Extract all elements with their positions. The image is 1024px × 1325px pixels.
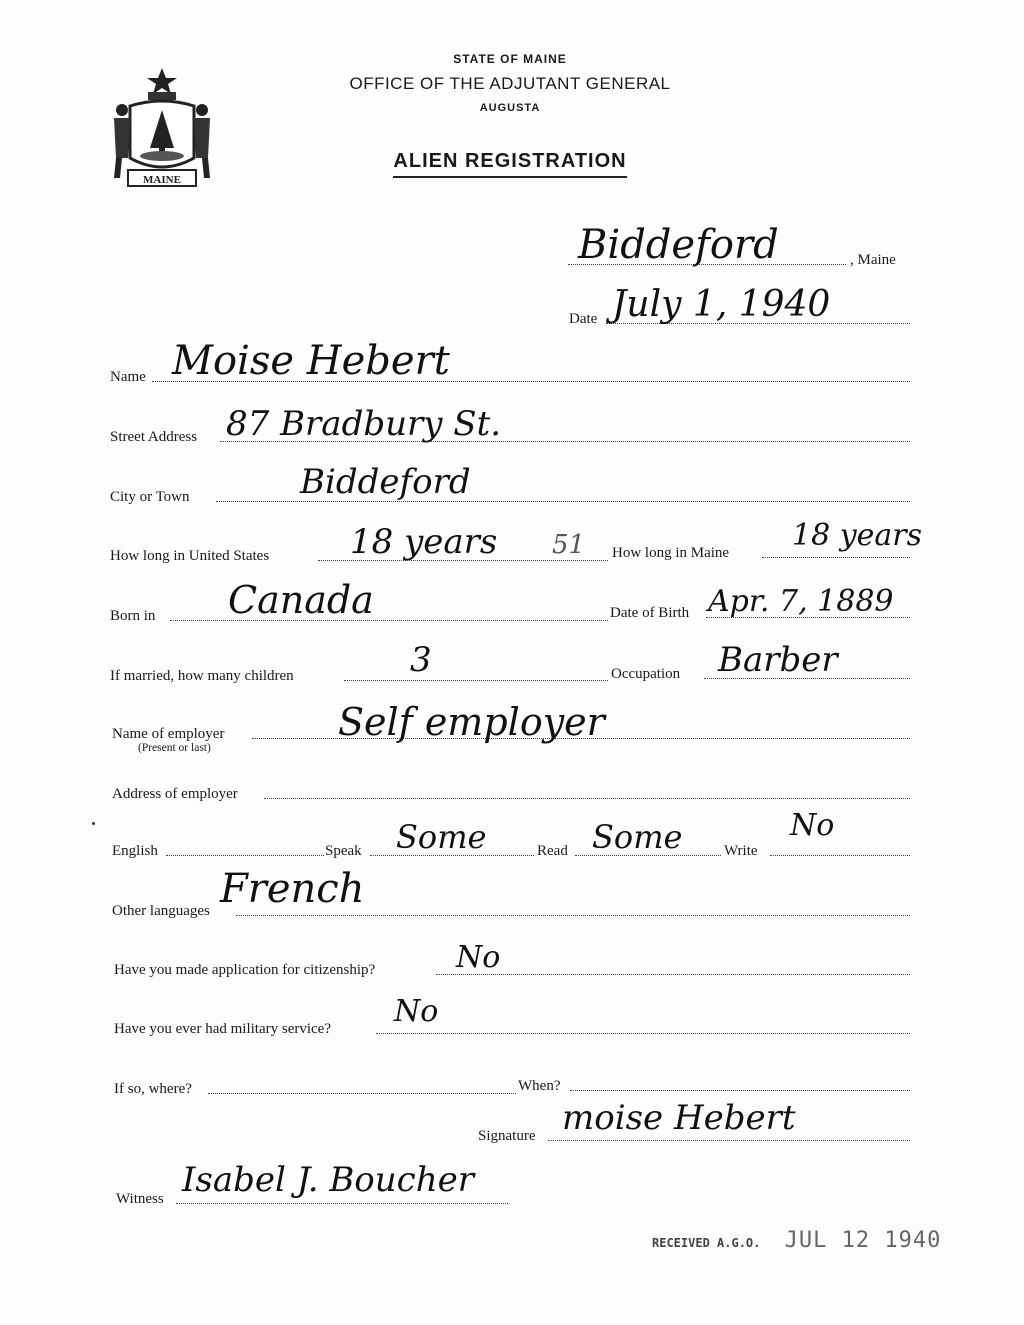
other-languages-line xyxy=(236,915,910,916)
witness-line xyxy=(176,1203,508,1204)
paper-speck xyxy=(92,822,95,825)
form-title: ALIEN REGISTRATION xyxy=(393,150,626,178)
children-label: If married, how many children xyxy=(110,668,294,684)
occupation-value: Barber xyxy=(718,640,838,680)
received-stamp-date: JUL 12 1940 xyxy=(784,1228,942,1253)
military-label: Have you ever had military service? xyxy=(114,1021,331,1037)
children-value: 3 xyxy=(410,640,432,680)
employer-label: Name of employer xyxy=(112,726,225,742)
city-value: Biddeford xyxy=(300,462,471,502)
if-so-where-label: If so, where? xyxy=(114,1081,192,1097)
date-of-birth-value: Apr. 7, 1889 xyxy=(708,584,894,619)
occupation-label: Occupation xyxy=(611,666,681,682)
english-label: English xyxy=(112,843,158,859)
how-long-maine-value: 18 years xyxy=(792,518,923,553)
street-address-label: Street Address xyxy=(110,429,198,445)
witness-value: Isabel J. Boucher xyxy=(182,1160,474,1200)
name-value: Moise Hebert xyxy=(172,338,450,384)
place-suffix: , Maine xyxy=(850,252,896,268)
name-label: Name xyxy=(110,369,146,385)
citizenship-value: No xyxy=(456,940,501,975)
citizenship-label: Have you made application for citizenship? xyxy=(114,962,376,978)
employer-address-line xyxy=(264,798,910,799)
how-long-maine-label: How long in Maine xyxy=(612,545,730,561)
seal-banner-text: MAINE xyxy=(143,174,181,186)
office-heading: OFFICE OF THE ADJUTANT GENERAL xyxy=(349,74,671,93)
place-value: Biddeford xyxy=(578,222,779,268)
received-stamp xyxy=(652,1228,941,1253)
how-long-maine-line xyxy=(762,557,910,558)
received-stamp-label: RECEIVED A.G.O. xyxy=(652,1236,761,1250)
city-heading: AUGUSTA xyxy=(479,102,541,114)
street-address-value: 87 Bradbury St. xyxy=(226,404,502,444)
signature-line xyxy=(548,1140,910,1141)
when-line xyxy=(570,1090,910,1091)
born-in-label: Born in xyxy=(110,608,156,624)
date-value: July 1, 1940 xyxy=(612,284,831,325)
maine-state-seal-icon xyxy=(108,66,216,190)
other-languages-label: Other languages xyxy=(112,903,210,919)
witness-label: Witness xyxy=(116,1191,164,1207)
how-long-us-value: 18 years xyxy=(350,522,498,562)
employer-sublabel: (Present or last) xyxy=(138,742,211,754)
citizenship-line xyxy=(436,974,910,975)
employer-value: Self employer xyxy=(338,700,605,744)
date-label: Date xyxy=(569,311,598,327)
employer-address-label: Address of employer xyxy=(112,786,238,802)
other-languages-value: French xyxy=(220,866,365,912)
write-line xyxy=(770,855,910,856)
read-value: Some xyxy=(592,818,683,856)
date-of-birth-label: Date of Birth xyxy=(610,605,690,621)
city-label: City or Town xyxy=(110,489,190,505)
write-label: Write xyxy=(724,843,758,859)
when-label: When? xyxy=(518,1078,561,1094)
military-line xyxy=(376,1033,910,1034)
children-line xyxy=(344,680,608,681)
how-long-us-label: How long in United States xyxy=(110,548,270,564)
state-heading: STATE OF MAINE xyxy=(453,52,567,66)
speak-value: Some xyxy=(396,818,487,856)
military-value: No xyxy=(394,994,439,1029)
english-line xyxy=(166,855,324,856)
read-label: Read xyxy=(537,843,568,859)
born-in-value: Canada xyxy=(228,578,374,622)
speak-label: Speak xyxy=(325,843,362,859)
how-long-us-note: 51 xyxy=(552,530,586,560)
signature-label: Signature xyxy=(478,1128,536,1144)
if-so-where-line xyxy=(208,1093,516,1094)
signature-value: moise Hebert xyxy=(562,1098,796,1138)
write-value: No xyxy=(790,808,835,843)
